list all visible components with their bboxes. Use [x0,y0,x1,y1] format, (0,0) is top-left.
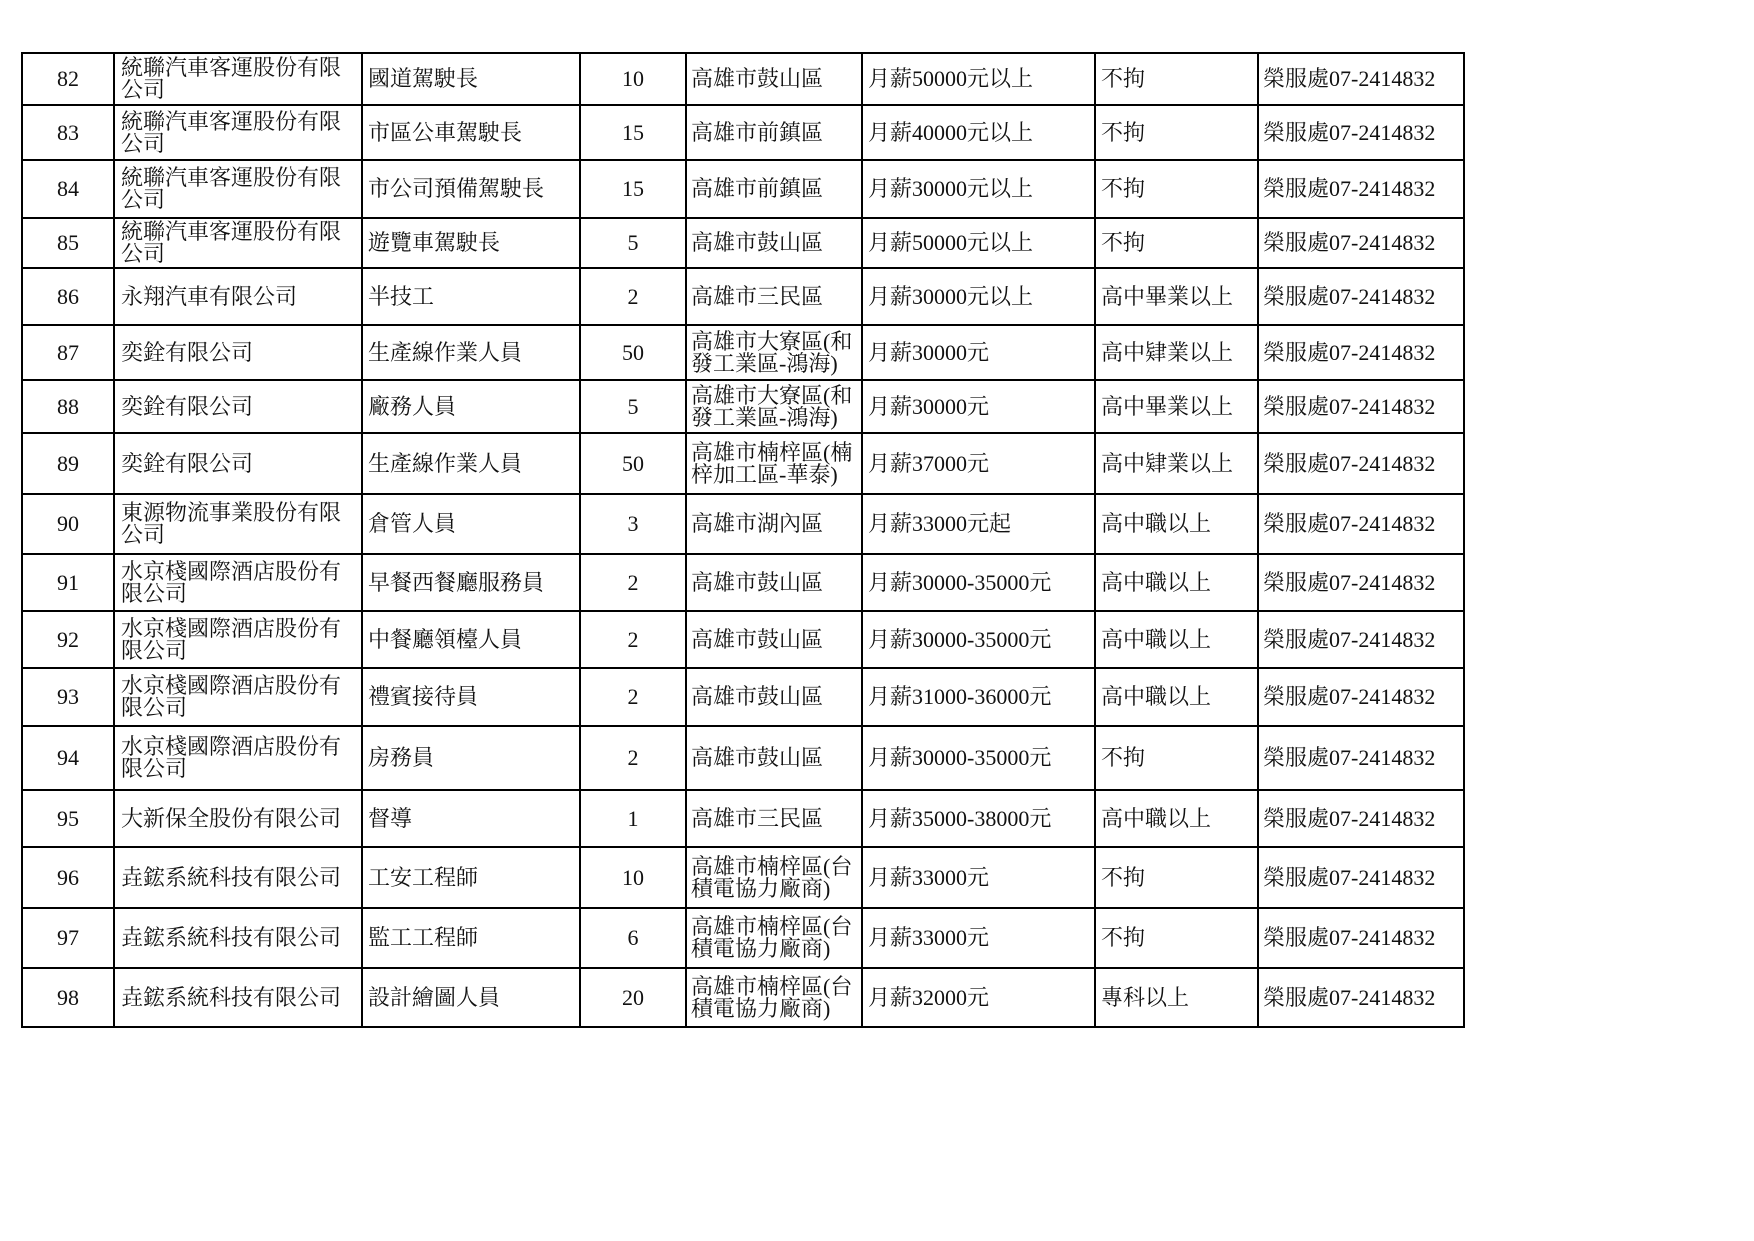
cell-contact: 榮服處07-2414832 [1258,380,1464,433]
cell-no: 94 [22,726,114,790]
cell-count: 2 [580,726,686,790]
cell-contact: 榮服處07-2414832 [1258,908,1464,968]
cell-location: 高雄市湖內區 [686,494,862,554]
cell-location: 高雄市楠梓區(楠梓加工區-華泰) [686,433,862,494]
cell-no: 90 [22,494,114,554]
cell-contact: 榮服處07-2414832 [1258,325,1464,380]
cell-salary: 月薪40000元以上 [862,105,1095,160]
cell-location: 高雄市鼓山區 [686,218,862,268]
cell-education: 專科以上 [1095,968,1258,1027]
cell-count: 5 [580,218,686,268]
cell-position: 設計繪圖人員 [362,968,580,1027]
cell-company: 垚鋐系統科技有限公司 [114,968,362,1027]
table-row [22,380,1464,433]
cell-location: 高雄市鼓山區 [686,668,862,726]
cell-salary: 月薪30000元以上 [862,160,1095,218]
cell-count: 5 [580,380,686,433]
cell-contact: 榮服處07-2414832 [1258,611,1464,668]
cell-position: 廠務人員 [362,380,580,433]
cell-no: 91 [22,554,114,611]
cell-company: 水京棧國際酒店股份有限公司 [114,554,362,611]
cell-salary: 月薪30000元 [862,325,1095,380]
table-row [22,611,1464,668]
cell-count: 50 [580,325,686,380]
table-row [22,105,1464,160]
table-row [22,268,1464,325]
cell-no: 96 [22,847,114,908]
cell-position: 市公司預備駕駛長 [362,160,580,218]
cell-count: 1 [580,790,686,847]
cell-education: 高中畢業以上 [1095,268,1258,325]
cell-company: 永翔汽車有限公司 [114,268,362,325]
cell-salary: 月薪31000-36000元 [862,668,1095,726]
cell-company: 水京棧國際酒店股份有限公司 [114,611,362,668]
cell-position: 工安工程師 [362,847,580,908]
cell-salary: 月薪30000-35000元 [862,611,1095,668]
cell-location: 高雄市三民區 [686,268,862,325]
cell-contact: 榮服處07-2414832 [1258,847,1464,908]
cell-no: 88 [22,380,114,433]
cell-contact: 榮服處07-2414832 [1258,668,1464,726]
cell-company: 水京棧國際酒店股份有限公司 [114,668,362,726]
cell-salary: 月薪50000元以上 [862,218,1095,268]
cell-education: 不拘 [1095,160,1258,218]
cell-company: 統聯汽車客運股份有限公司 [114,53,362,105]
table-row [22,790,1464,847]
cell-education: 高中職以上 [1095,611,1258,668]
cell-location: 高雄市前鎮區 [686,160,862,218]
cell-salary: 月薪30000-35000元 [862,554,1095,611]
cell-position: 生產線作業人員 [362,325,580,380]
cell-education: 高中畢業以上 [1095,380,1258,433]
cell-location: 高雄市大寮區(和發工業區-鴻海) [686,380,862,433]
cell-position: 半技工 [362,268,580,325]
cell-no: 86 [22,268,114,325]
table-row [22,218,1464,268]
cell-contact: 榮服處07-2414832 [1258,53,1464,105]
cell-no: 82 [22,53,114,105]
cell-count: 2 [580,268,686,325]
cell-no: 98 [22,968,114,1027]
cell-company: 統聯汽車客運股份有限公司 [114,160,362,218]
cell-count: 20 [580,968,686,1027]
cell-count: 10 [580,53,686,105]
cell-contact: 榮服處07-2414832 [1258,790,1464,847]
cell-education: 不拘 [1095,847,1258,908]
cell-contact: 榮服處07-2414832 [1258,554,1464,611]
cell-position: 中餐廳領檯人員 [362,611,580,668]
cell-company: 奕銓有限公司 [114,325,362,380]
cell-no: 84 [22,160,114,218]
cell-location: 高雄市鼓山區 [686,611,862,668]
cell-salary: 月薪37000元 [862,433,1095,494]
cell-location: 高雄市鼓山區 [686,53,862,105]
cell-salary: 月薪30000元 [862,380,1095,433]
table-row [22,325,1464,380]
cell-company: 奕銓有限公司 [114,433,362,494]
cell-contact: 榮服處07-2414832 [1258,160,1464,218]
cell-contact: 榮服處07-2414832 [1258,105,1464,160]
cell-education: 高中職以上 [1095,790,1258,847]
table-row [22,160,1464,218]
cell-position: 督導 [362,790,580,847]
cell-count: 15 [580,105,686,160]
cell-education: 不拘 [1095,908,1258,968]
cell-position: 生產線作業人員 [362,433,580,494]
cell-contact: 榮服處07-2414832 [1258,726,1464,790]
cell-position: 早餐西餐廳服務員 [362,554,580,611]
cell-location: 高雄市三民區 [686,790,862,847]
table-row [22,494,1464,554]
cell-location: 高雄市楠梓區(台積電協力廠商) [686,847,862,908]
cell-no: 87 [22,325,114,380]
cell-count: 50 [580,433,686,494]
cell-count: 15 [580,160,686,218]
cell-count: 10 [580,847,686,908]
cell-position: 國道駕駛長 [362,53,580,105]
table-row [22,554,1464,611]
cell-position: 市區公車駕駛長 [362,105,580,160]
table-row [22,968,1464,1027]
cell-education: 不拘 [1095,726,1258,790]
cell-count: 2 [580,554,686,611]
cell-no: 93 [22,668,114,726]
cell-company: 垚鋐系統科技有限公司 [114,908,362,968]
cell-company: 奕銓有限公司 [114,380,362,433]
cell-no: 89 [22,433,114,494]
cell-company: 水京棧國際酒店股份有限公司 [114,726,362,790]
cell-no: 85 [22,218,114,268]
table-row [22,433,1464,494]
table-row [22,908,1464,968]
cell-count: 6 [580,908,686,968]
cell-education: 不拘 [1095,105,1258,160]
cell-education: 高中職以上 [1095,494,1258,554]
cell-contact: 榮服處07-2414832 [1258,494,1464,554]
cell-contact: 榮服處07-2414832 [1258,218,1464,268]
table-row [22,53,1464,105]
cell-contact: 榮服處07-2414832 [1258,433,1464,494]
cell-count: 2 [580,668,686,726]
cell-no: 97 [22,908,114,968]
cell-location: 高雄市楠梓區(台積電協力廠商) [686,968,862,1027]
cell-salary: 月薪35000-38000元 [862,790,1095,847]
cell-education: 高中職以上 [1095,668,1258,726]
cell-position: 遊覽車駕駛長 [362,218,580,268]
job-listing-table [21,52,1465,1028]
cell-salary: 月薪33000元起 [862,494,1095,554]
cell-position: 監工工程師 [362,908,580,968]
cell-contact: 榮服處07-2414832 [1258,968,1464,1027]
cell-position: 房務員 [362,726,580,790]
table-row [22,726,1464,790]
cell-no: 83 [22,105,114,160]
cell-location: 高雄市鼓山區 [686,554,862,611]
cell-no: 92 [22,611,114,668]
cell-location: 高雄市大寮區(和發工業區-鴻海) [686,325,862,380]
cell-education: 高中職以上 [1095,554,1258,611]
cell-company: 垚鋐系統科技有限公司 [114,847,362,908]
cell-salary: 月薪33000元 [862,847,1095,908]
cell-company: 東源物流事業股份有限公司 [114,494,362,554]
cell-company: 統聯汽車客運股份有限公司 [114,218,362,268]
cell-company: 統聯汽車客運股份有限公司 [114,105,362,160]
cell-location: 高雄市前鎮區 [686,105,862,160]
cell-count: 3 [580,494,686,554]
cell-location: 高雄市鼓山區 [686,726,862,790]
cell-position: 倉管人員 [362,494,580,554]
cell-education: 不拘 [1095,218,1258,268]
cell-no: 95 [22,790,114,847]
cell-salary: 月薪33000元 [862,908,1095,968]
table-row [22,847,1464,908]
cell-position: 禮賓接待員 [362,668,580,726]
cell-company: 大新保全股份有限公司 [114,790,362,847]
cell-count: 2 [580,611,686,668]
cell-location: 高雄市楠梓區(台積電協力廠商) [686,908,862,968]
table-row [22,668,1464,726]
cell-contact: 榮服處07-2414832 [1258,268,1464,325]
cell-salary: 月薪50000元以上 [862,53,1095,105]
cell-salary: 月薪30000-35000元 [862,726,1095,790]
cell-education: 高中肄業以上 [1095,433,1258,494]
cell-education: 高中肄業以上 [1095,325,1258,380]
cell-salary: 月薪30000元以上 [862,268,1095,325]
cell-salary: 月薪32000元 [862,968,1095,1027]
cell-education: 不拘 [1095,53,1258,105]
